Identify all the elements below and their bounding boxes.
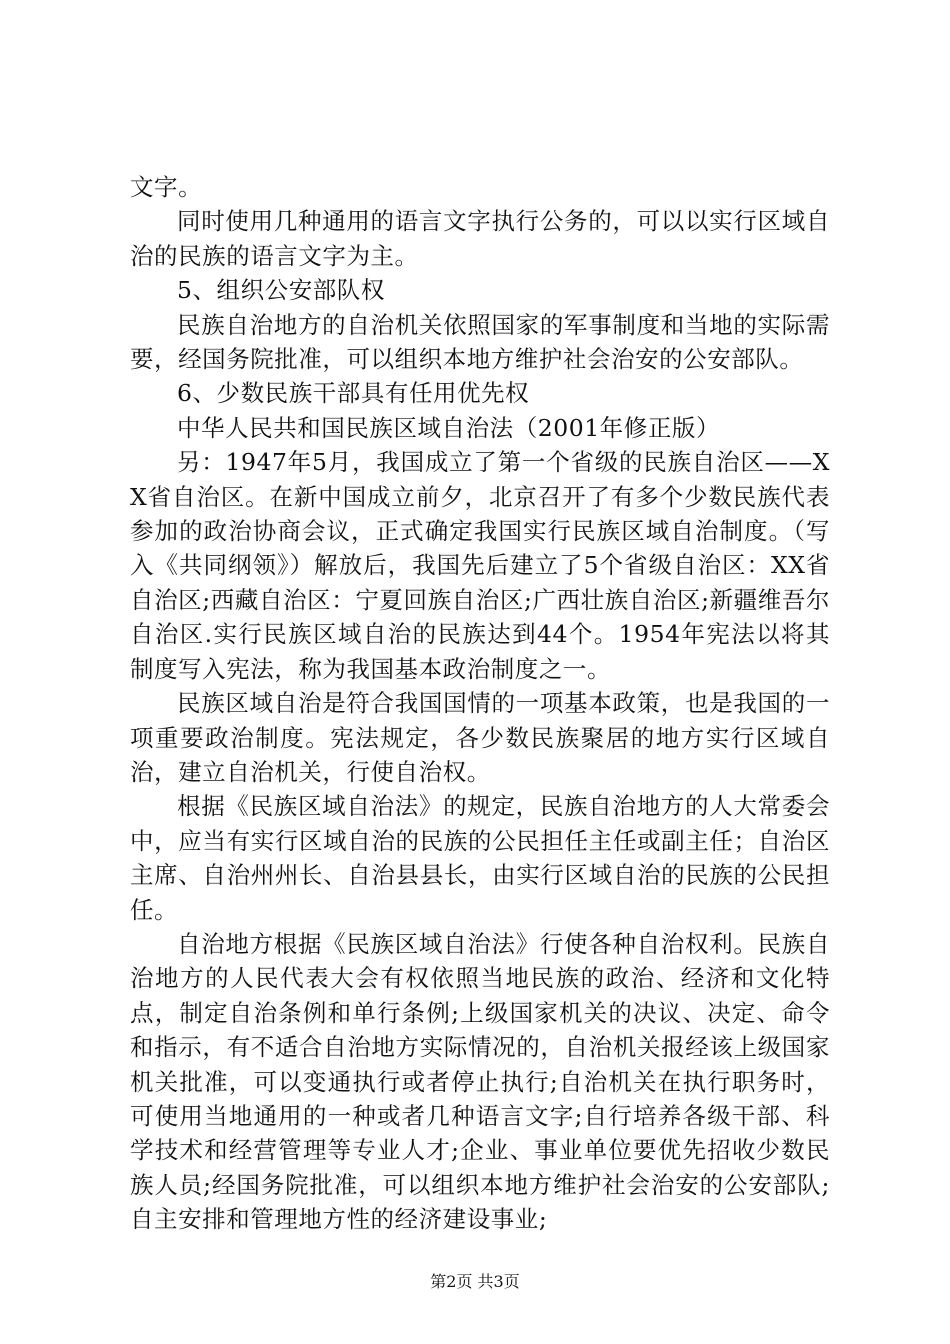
heading-public-security-right: 5、组织公安部队权 <box>177 276 385 305</box>
paragraph-continuation: 文字。 <box>130 173 203 201</box>
paragraph-public-security: 民族自治地方的自治机关依照国家的军事制度和当地的实际需要，经国务院批准，可以组织本地方维护社会治安的公安部队。 <box>130 310 830 374</box>
law-title-reference: 中华人民共和国民族区域自治法（2001年修正版） <box>177 413 721 442</box>
paragraph-standing-committee: 根据《民族区域自治法》的规定，民族自治地方的人大常委会中，应当有实行区域自治的民族的公民担任主任或副主任；自治区主席、自治州州长、自治县县长，由实行区域自治的民族的公民担任。 <box>130 792 830 924</box>
paragraph-history: 另：1947年5月，我国成立了第一个省级的民族自治区——XX省自治区。在新中国成立前夕，北京召开了有多个少数民族代表参加的政治协商会议，正式确定我国实行民族区域自治制度。（写入《共同纲领》）解放后，我国先后建立了5个省级自治区：XX省自治区;西藏自治区：宁夏回族自治区;广西壮族自治区;新疆维吾尔自治区.实行民族区域自治的民族达到44个。1954年宪法以将其制度写入宪法，称为我国基本政治制度之一。 <box>130 448 830 683</box>
paragraph-language-usage: 同时使用几种通用的语言文字执行公务的，可以以实行区域自治的民族的语言文字为主。 <box>130 207 830 270</box>
paragraph-basic-policy: 民族区域自治是符合我国国情的一项基本政策，也是我国的一项重要政治制度。宪法规定，各少数民族聚居的地方实行区域自治，建立自治机关，行使自治权。 <box>130 689 830 786</box>
document-body <box>130 170 830 1237</box>
paragraph-autonomy-rights: 自治地方根据《民族区域自治法》行使各种自治权利。民族自治地方的人民代表大会有权依照当地民族的政治、经济和文化特点，制定自治条例和单行条例;上级国家机关的决议、决定、命令和指示，有不适合自治地方实际情况的，自治机关报经该上级国家机关批准，可以变通执行或者停止执行;自治机关在执行职务时，可使用当地通用的一种或者几种语言文字;自行培养各级干部、科学技术和经营管理等专业人才;企业、事业单位要优先招收少数民族人员;经国务院批准，可以组织本地方维护社会治安的公安部队;自主安排和管理地方性的经济建设事业; <box>130 929 830 1234</box>
heading-cadre-priority: 6、少数民族干部具有任用优先权 <box>177 379 530 408</box>
page-number-footer: 第2页 共3页 <box>430 1272 520 1291</box>
